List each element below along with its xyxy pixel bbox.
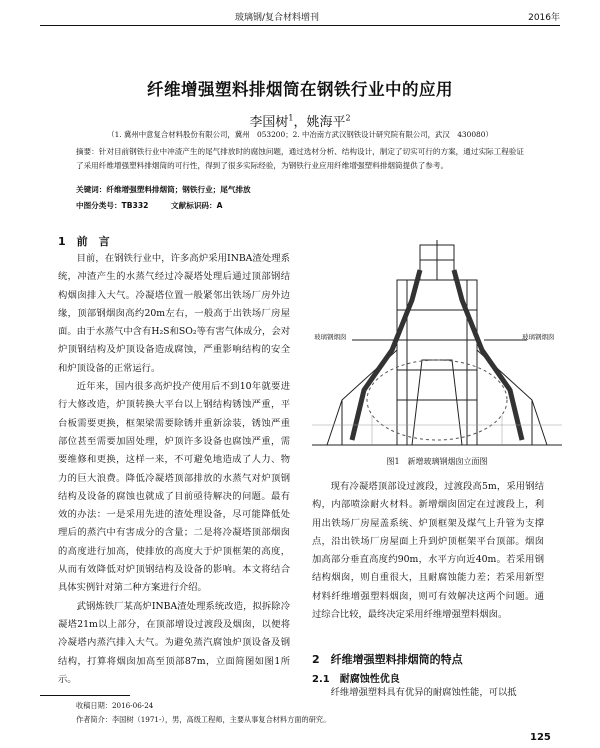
- author-1: 李国树: [249, 115, 289, 130]
- class-number: 中图分类号：TB332: [76, 201, 149, 210]
- right-column: [312, 478, 544, 624]
- right-column-tail: [312, 684, 544, 702]
- figure-label-right: 玻璃钢烟囱: [522, 333, 555, 341]
- author-1-mark: 1: [288, 113, 294, 123]
- journal-year: 2016年: [528, 13, 560, 23]
- paragraph: 目前，在钢铁行业中，许多高炉采用INBA渣处理系统，冲渣产生的水蒸气经过冷凝塔处理后通过顶部钢结构烟囱排入大气。冷凝塔位置一般紧邻出铁场厂房外边缘，顶部钢烟囱高约20m左右，一般高于出铁场厂房屋面。由于水蒸气中含有H₂S和SO₂等有害气体成分，会对炉顶钢结构及炉顶设备造成腐蚀，严重影响结构的安全和炉顶设备的正常运行。: [58, 253, 290, 374]
- left-chimney: [352, 270, 420, 440]
- keywords: 关键词：纤维增强塑料排烟筒；钢铁行业；尾气排放: [76, 185, 251, 194]
- header-rule: [40, 25, 560, 26]
- left-column: [58, 250, 290, 689]
- right-chimney: [454, 270, 522, 440]
- figure-caption: 图1 新增玻璃钢烟囱立面图: [386, 457, 488, 466]
- furnace-body: [412, 360, 462, 445]
- author-2: 姚海平: [306, 115, 346, 130]
- section-2-heading: 2 纤维增强塑料排烟筒的特点: [312, 653, 463, 666]
- subsection-2-1-heading: 2.1 耐腐蚀性优良: [312, 674, 400, 685]
- received-date: 收稿日期：2016-06-24: [76, 701, 154, 710]
- classification: [76, 200, 526, 211]
- authors: [0, 111, 600, 130]
- section-1-heading: 1 前 言: [58, 235, 110, 248]
- document-code: 文献标识码：A: [171, 201, 223, 210]
- author-info: 作者简介：李国树（1971-），男，高级工程师，主要从事复合材料方面的研究。: [76, 715, 331, 724]
- journal-name: 玻璃钢/复合材料增刊: [235, 13, 320, 23]
- abstract: 摘要：针对目前钢铁行业中冲渣产生的尾气排放时的腐蚀问题，通过选材分析、结构设计，制定了切实可行的方案，通过实际工程验证了采用纤维增强塑料排烟筒的可行性，得到了很多实际经验，为钢铁行业应用纤维增强塑料排烟筒提供了参考。: [76, 147, 525, 170]
- footnote-rule: [40, 695, 130, 696]
- paragraph: 纤维增强塑料具有优异的耐腐蚀性能，可以抵: [330, 687, 517, 698]
- figure-1: [312, 240, 562, 450]
- paragraph: 近年来，国内很多高炉投产使用后不到10年就要进行大修改造，炉顶转换大平台以上钢结构锈蚀严重，平台板需要更换，框架梁需要除锈并重新涂装，锈蚀严重部位甚至需要加固处理，炉顶许多设备也腐蚀严重，需要维修和更换，这样一来，不可避免地造成了人力、物力的巨大浪费。降低冷凝塔顶部排放的水蒸气对炉顶钢结构及设备的腐蚀也就成了目前亟待解决的问题。最有效的办法：一是采用先进的渣处理设备，尽可能降低处理后的蒸汽中有害成分的含量；二是将冷凝塔顶部烟囱的高度进行加高，使排放的高度大于炉顶框架的高度，从而有效降低对炉顶钢结构及设备的影响。本文将结合具体实例针对第二种方案进行介绍。: [58, 381, 290, 594]
- paragraph: 武钢炼铁厂某高炉INBA渣处理系统改造，拟拆除冷凝塔21m以上部分，在顶部增设过渡段及烟囱，以便将冷凝塔内蒸汽排入大气。为避免蒸汽腐蚀炉顶设备及钢结构，打算将烟囱加高至顶部87m，立面简图如图1所示。: [58, 600, 290, 685]
- paper-title: 纤维增强塑料排烟筒在钢铁行业中的应用: [147, 80, 453, 99]
- author-2-mark: 2: [345, 113, 351, 123]
- chimney-elevation-drawing: [312, 240, 562, 450]
- running-header: [40, 10, 560, 26]
- page-number: 125: [530, 732, 551, 743]
- paragraph: 现有冷凝塔顶部设过渡段，过渡段高5m，采用钢结构，内部喷涂耐火材料。新增烟囱固定在过渡段上，利用出铁场厂房屋盖系统、炉顶框架及煤气上升管为支撑点，沿出铁场厂房屋面上升到炉顶框架平台顶部。烟囱加高部分垂直高度约90m，水平方向近40m。若采用钢结构烟囱，则自重很大，且耐腐蚀能力差；若采用新型材料纤维增强塑料烟囱，则可有效解决这两个问题。通过综合比较，最终决定采用纤维增强塑料烟囱。: [312, 481, 544, 621]
- affiliation: （1. 冀州中意复合材料股份有限公司，冀州 053200；2. 中冶南方武汉钢铁设计研究院有限公司，武汉 430080）: [107, 130, 493, 139]
- author-separator: ，: [293, 115, 307, 130]
- figure-label-left: 玻璃钢烟囱: [314, 333, 347, 341]
